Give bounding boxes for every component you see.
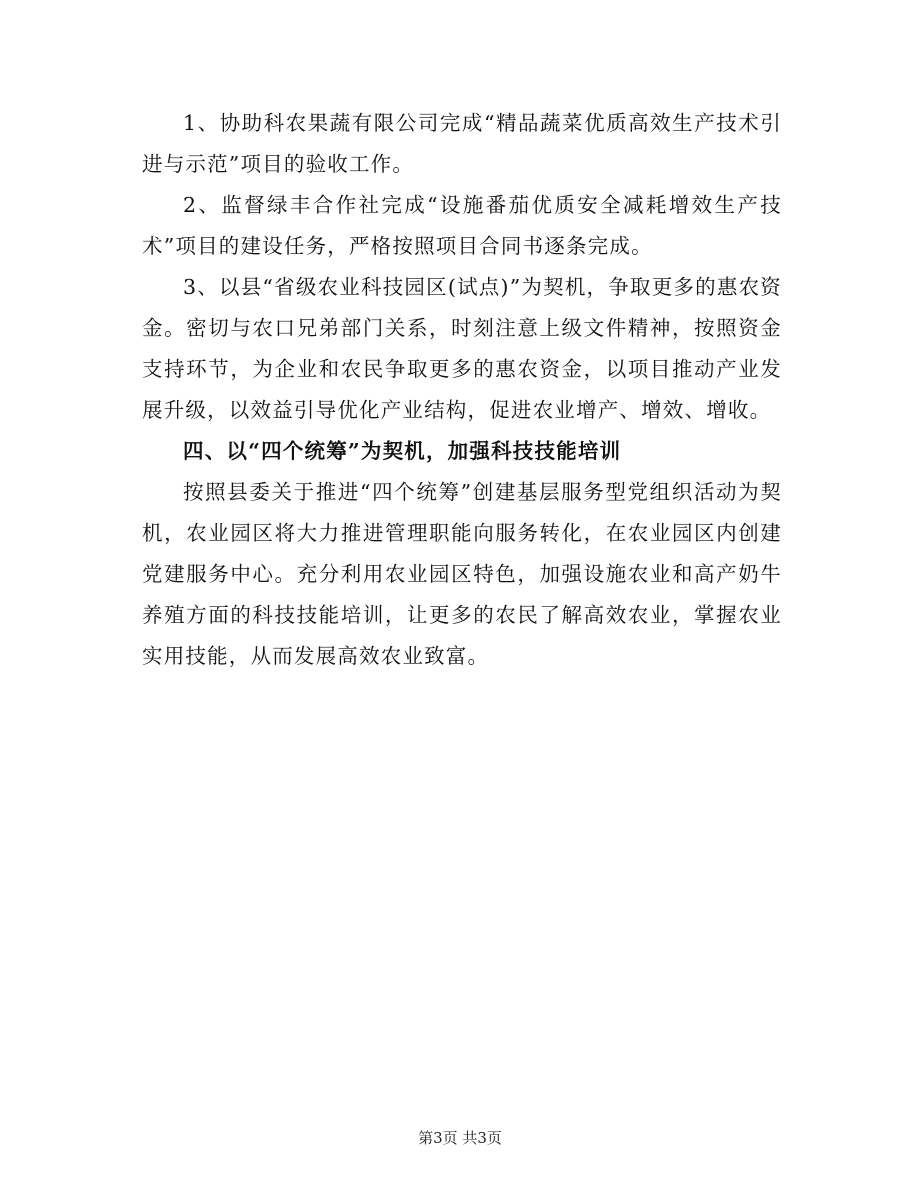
paragraph-item-1: 1、协助科农果蔬有限公司完成“精品蔬菜优质高效生产技术引进与示范”项目的验收工作。 bbox=[142, 111, 782, 176]
paragraph-item-3: 3、以县“省级农业科技园区(试点)”为契机，争取更多的惠农资金。密切与农口兄弟部门关系，时刻注意上级文件精神，按照资金支持环节，为企业和农民争取更多的惠农资金，以项目推动产业发展升级，以效益引导优化产业结构，促进农业增产、增效、增收。 bbox=[142, 275, 782, 422]
paragraph-item-2: 2、监督绿丰合作社完成“设施番茄优质安全减耗增效生产技术”项目的建设任务，严格按照项目合同书逐条完成。 bbox=[142, 193, 782, 258]
section-heading: 四、以“四个统筹”为契机，加强科技技能培训 bbox=[183, 439, 622, 463]
page-number-footer: 第3页 共3页 bbox=[418, 1129, 502, 1147]
document-body bbox=[142, 103, 782, 677]
section-paragraph: 按照县委关于推进“四个统筹”创建基层服务型党组织活动为契机，农业园区将大力推进管理职能向服务转化，在农业园区内创建党建服务中心。充分利用农业园区特色，加强设施农业和高产奶牛养殖方面的科技技能培训，让更多的农民了解高效农业，掌握农业实用技能，从而发展高效农业致富。 bbox=[142, 480, 782, 668]
